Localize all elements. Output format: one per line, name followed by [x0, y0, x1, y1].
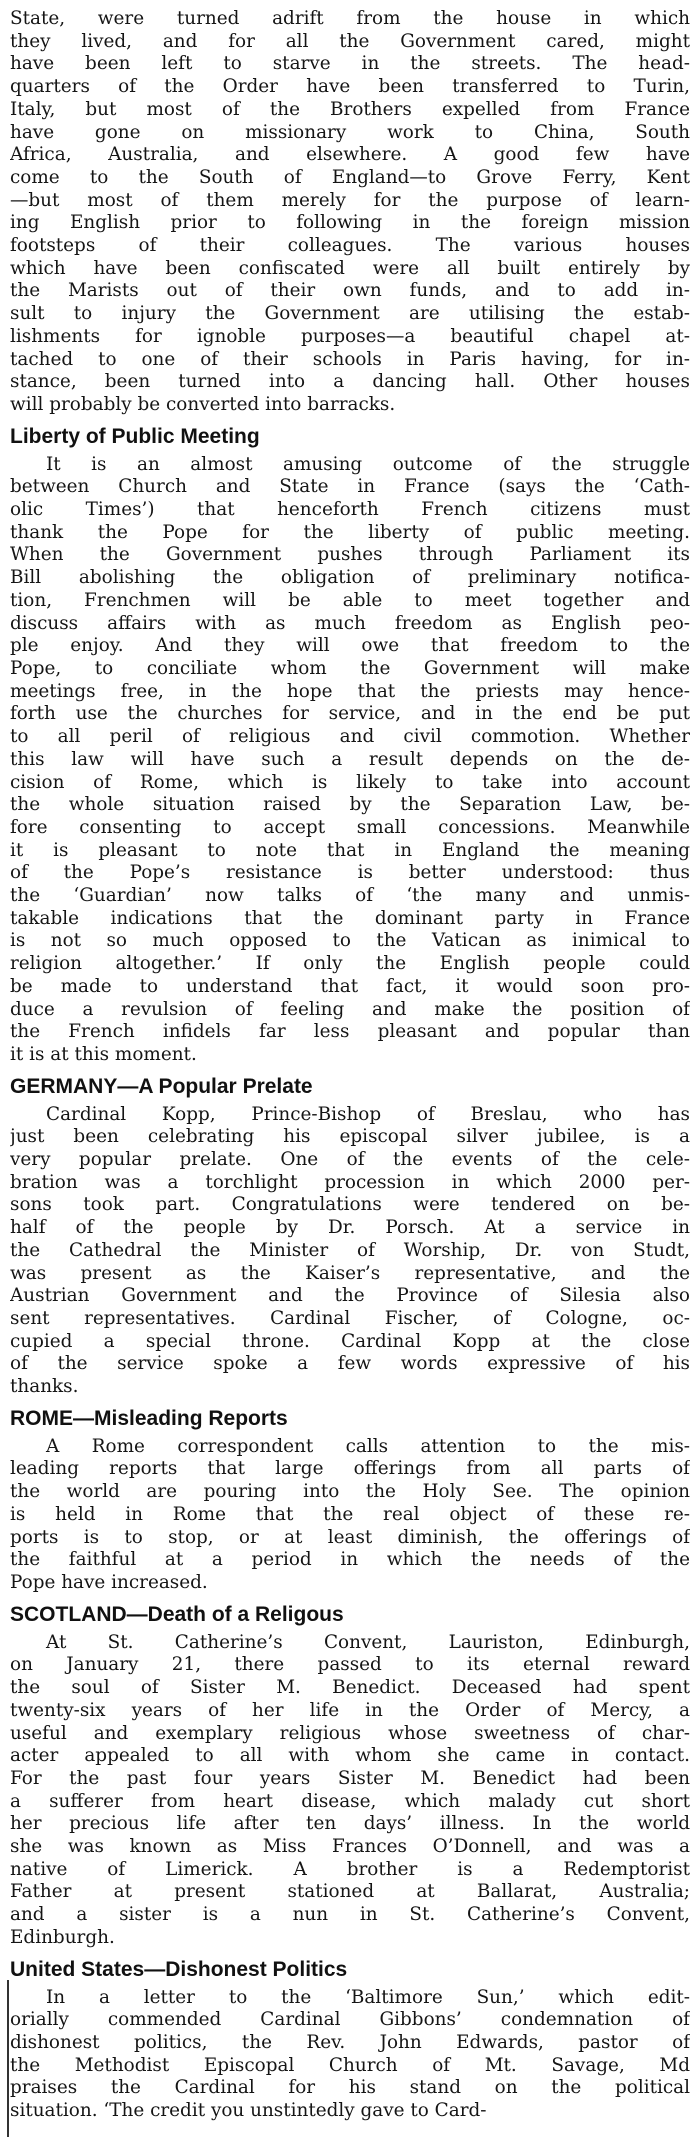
text-line: religion altogether.’ If only the English people could [10, 953, 690, 975]
text-line: ing English prior to following in the foreign mission [10, 212, 690, 234]
text-line: will probably be converted into barracks. [10, 393, 396, 415]
text-line: lishments for ignoble purposes—a beautiful chapel at- [10, 325, 690, 347]
text-line: tion, Frenchmen will be able to meet together and [10, 589, 690, 611]
text-line: the ‘Guardian’ now talks of ‘the many and unmis- [10, 885, 690, 907]
text-line: she was known as Miss Frances O’Donnell, and was a [10, 1836, 690, 1858]
article-rome-misleading-reports [10, 1407, 690, 1595]
text-line: sent representatives. Cardinal Fischer, of Cologne, oc- [10, 1307, 690, 1329]
text-line: the Cathedral the Minister of Worship, Dr. von Studt, [10, 1239, 690, 1261]
article-liberty-of-public-meeting [10, 425, 690, 1067]
text-line: this law will have such a result depends on the de- [10, 748, 690, 770]
text-line: sons took part. Congratulations were tendered on be- [10, 1194, 690, 1216]
text-line: Africa, Australia, and elsewhere. A good few have [10, 144, 690, 166]
section-heading: SCOTLAND—Death of a Religous [10, 1602, 344, 1626]
text-line: of the service spoke a few words expressive of his [10, 1353, 690, 1375]
text-line: on January 21, there passed to its eternal reward [10, 1654, 690, 1676]
text-line: it is pleasant to note that in England the meaning [10, 839, 690, 861]
text-line: the French infidels far less pleasant and popular than [10, 1021, 690, 1043]
text-line: is not so much opposed to the Vatican as inimical to [10, 930, 690, 952]
text-line: thanks. [10, 1376, 79, 1398]
section-heading: United States—Dishonest Politics [10, 1957, 348, 1981]
article-body [10, 8, 690, 417]
text-line: discuss affairs with as much freedom as English peo- [10, 612, 690, 634]
text-line: takable indications that the dominant party in France [10, 907, 690, 929]
article-united-states-dishonest-politics [10, 1958, 690, 2123]
text-line: cupied a special throne. Cardinal Kopp at the close [10, 1330, 690, 1352]
text-line: acter appealed to all with whom she came in contact. [10, 1745, 690, 1767]
text-line: the soul of Sister M. Benedict. Deceased had spent [10, 1677, 690, 1699]
text-line: was present as the Kaiser’s representative, and the [10, 1262, 690, 1284]
text-line: and a sister is a nun in St. Catherine’s Convent, [10, 1904, 690, 1926]
text-line: leading reports that large offerings from all parts of [10, 1458, 690, 1480]
text-line: the faithful at a period in which the needs of the [10, 1549, 690, 1571]
section-heading: GERMANY—A Popular Prelate [10, 1074, 313, 1098]
text-line: meetings free, in the hope that the priests may hence- [10, 680, 690, 702]
text-line: In a letter to the ‘Baltimore Sun,’ which edit- [46, 1986, 690, 2008]
text-line: cision of Rome, which is likely to take into account [10, 771, 690, 793]
text-line: the whole situation raised by the Separation Law, be- [10, 794, 690, 816]
text-line: thank the Pope for the liberty of public meeting. [10, 521, 690, 543]
text-line: Austrian Government and the Province of Silesia also [10, 1285, 690, 1307]
column-rule [7, 1980, 9, 2137]
text-line: half of the people by Dr. Porsch. At a service in [10, 1217, 690, 1239]
text-line: between Church and State in France (says the ‘Cath- [10, 476, 690, 498]
text-line: Father at present stationed at Ballarat, Australia; [10, 1881, 690, 1903]
article-intro-continued [10, 8, 690, 417]
text-line: When the Government pushes through Parliament its [10, 544, 690, 566]
article-body [10, 1436, 690, 1595]
text-line: praises the Cardinal for his stand on the political [10, 2077, 690, 2099]
text-line: forth use the churches for service, and in the end be put [10, 703, 690, 725]
text-line: have been left to starve in the streets. The head- [10, 53, 690, 75]
text-line: quarters of the Order have been transferred to Turin, [10, 76, 690, 98]
text-line: the Marists out of their own funds, and to add in- [10, 280, 690, 302]
text-line: Pope have increased. [10, 1572, 208, 1593]
text-line: bration was a torchlight procession in which 2000 per- [10, 1171, 690, 1193]
text-line: have gone on missionary work to China, South [10, 121, 690, 143]
text-line: twenty-six years of her life in the Order of Mercy, a [10, 1699, 690, 1721]
text-line: which have been confiscated were all built entirely by [10, 257, 690, 279]
text-line: Cardinal Kopp, Prince-Bishop of Breslau, who has [46, 1103, 690, 1125]
text-line: it is at this moment. [10, 1043, 197, 1065]
article-scotland-death-of-religous [10, 1603, 690, 1950]
article-body [10, 1104, 690, 1399]
text-line: orially commended Cardinal Gibbons’ condemnation of [10, 2009, 690, 2031]
text-line: the world are pouring into the Holy See. The opinion [10, 1481, 690, 1503]
article-germany-popular-prelate [10, 1075, 690, 1399]
text-line: to all peril of religious and civil commotion. Whether [10, 726, 690, 748]
text-line: At St. Catherine’s Convent, Lauriston, Edinburgh, [46, 1631, 690, 1653]
text-line: come to the South of England—to Grove Ferry, Kent [10, 166, 690, 188]
text-line: stance, been turned into a dancing hall. Other houses [10, 371, 690, 393]
text-line: duce a revulsion of feeling and make the position of [10, 998, 690, 1020]
section-heading: ROME—Misleading Reports [10, 1406, 288, 1430]
text-line: of the Pope’s resistance is better understood: thus [10, 862, 690, 884]
text-line: sult to injury the Government are utilising the estab- [10, 303, 690, 325]
text-line: ple enjoy. And they will owe that freedom to the [10, 635, 690, 657]
text-line: Pope, to conciliate whom the Government will make [10, 657, 690, 679]
text-line: very popular prelate. One of the events of the cele- [10, 1149, 690, 1171]
text-line: native of Limerick. A brother is a Redemptorist [10, 1858, 690, 1880]
text-line: just been celebrating his episcopal silver jubilee, is a [10, 1126, 690, 1148]
text-line: State, were turned adrift from the house in which [10, 8, 690, 29]
text-line: For the past four years Sister M. Benedict had been [10, 1767, 690, 1789]
text-line: Bill abolishing the obligation of preliminary notifica- [10, 567, 690, 589]
text-line: useful and exemplary religious whose sweetness of char- [10, 1722, 690, 1744]
text-line: footsteps of their colleagues. The various houses [10, 235, 690, 257]
text-line: It is an almost amusing outcome of the struggle [46, 453, 690, 475]
text-line: the Methodist Episcopal Church of Mt. Savage, Md [10, 2054, 690, 2076]
text-line: is held in Rome that the real object of these re- [10, 1503, 690, 1525]
text-line: they lived, and for all the Government cared, might [10, 30, 690, 52]
text-line: her precious life after ten days’ illness. In the world [10, 1813, 690, 1835]
text-line: be made to understand that fact, it would soon pro- [10, 975, 690, 997]
text-line: dishonest politics, the Rev. John Edwards, pastor of [10, 2031, 690, 2053]
text-line: Italy, but most of the Brothers expelled from France [10, 98, 690, 120]
article-body [10, 454, 690, 1067]
text-line: olic Times’) that henceforth French citizens must [10, 499, 690, 521]
text-line: Edinburgh. [10, 1926, 115, 1948]
text-line: —but most of them merely for the purpose of learn- [10, 189, 690, 211]
text-line: tached to one of their schools in Paris having, for in- [10, 348, 690, 370]
article-body [10, 1632, 690, 1950]
article-body [10, 1987, 690, 2123]
text-line: situation. ‘The credit you unstintedly gave to Card- [10, 2100, 487, 2122]
text-line: a sufferer from heart disease, which malady cut short [10, 1790, 690, 1812]
text-line: ports is to stop, or at least diminish, the offerings of [10, 1526, 690, 1548]
text-line: fore consenting to accept small concessions. Meanwhile [10, 816, 690, 838]
section-heading: Liberty of Public Meeting [10, 424, 260, 448]
text-line: A Rome correspondent calls attention to the mis- [46, 1435, 690, 1457]
